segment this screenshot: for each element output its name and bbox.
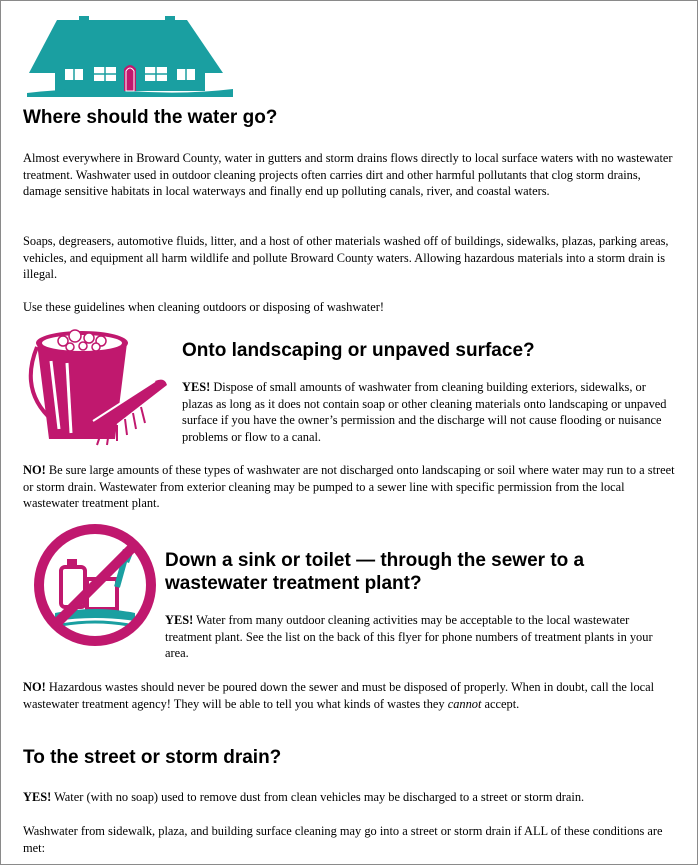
- no-label: NO!: [23, 463, 46, 477]
- street-yes-paragraph: [23, 789, 678, 806]
- sewer-no-text-end: accept.: [481, 696, 520, 711]
- landscaping-yes-text: Dispose of small amounts of washwater from cleaning building exteriors, sidewalks, or plazas as long as it does not contain soap or other cleaning materials onto landscaping or unpaved surface if you have the owner’s permission and the discharge will not cause flooding or nuisance problems or flow to a canal.: [182, 380, 667, 444]
- landscaping-yes-paragraph: [182, 379, 672, 445]
- landscaping-no-text: Be sure large amounts of these types of washwater are not discharged onto landscaping or soil where water may run to a street or storm drain. Wastewater from exterior cleaning may be pumped to a sewer line with specific permission from the local wastewater treatment plant.: [23, 463, 675, 510]
- section-heading-where: Where should the water go?: [23, 107, 278, 128]
- guidelines-paragraph: Use these guidelines when cleaning outdoors or disposing of washwater!: [23, 300, 384, 314]
- sewer-no-paragraph: [23, 679, 678, 712]
- cannot-emphasis: cannot: [447, 696, 482, 711]
- materials-paragraph: Soaps, degreasers, automotive fluids, litter, and a host of other materials washed off of buildings, sidewalks, plazas, parking areas, vehicles, and equipment all harm wildlife and pollute Broward County waters. Allowing hazardous materials into a storm drain is illegal.: [23, 234, 669, 281]
- house-icon: [27, 15, 233, 97]
- intro-paragraph: Almost everywhere in Broward County, water in gutters and storm drains flows directly to local surface waters with no wastewater treatment. Washwater used in outdoor cleaning projects often carries dirt and other harmful pollutants that clog storm drains, damage sensitive habitats in local waterways and finally end up polluting canals, river, and coastal waters.: [23, 151, 673, 198]
- sewer-yes-paragraph: [165, 612, 670, 662]
- sewer-no-text: Hazardous wastes should never be poured down the sewer and must be disposed of properly. When in doubt, call the local wastewater treatment agency! They will be able to tell you what kinds of wastes they: [23, 680, 655, 711]
- landscaping-no-paragraph: [23, 462, 678, 512]
- no-label: NO!: [23, 680, 46, 694]
- bucket-brush-icon: [23, 321, 169, 453]
- sewer-yes-text: Water from many outdoor cleaning activities may be acceptable to the local wastewater treatment plant. See the list on the back of this flyer for phone numbers of treatment plants in your area.: [165, 613, 653, 660]
- no-chemicals-icon: [31, 521, 159, 649]
- yes-label: YES!: [182, 380, 211, 394]
- yes-label: YES!: [23, 790, 52, 804]
- section-heading-street: To the street or storm drain?: [23, 747, 282, 768]
- section-heading-sewer: [165, 549, 675, 595]
- sewer-heading-line-2: wastewater treatment plant?: [165, 573, 422, 594]
- section-heading-landscaping: Onto landscaping or unpaved surface?: [182, 340, 535, 361]
- yes-label: YES!: [165, 613, 194, 627]
- street-yes-text: Water (with no soap) used to remove dust from clean vehicles may be discharged to a street or storm drain.: [51, 790, 585, 804]
- sewer-heading-line-1: Down a sink or toilet — through the sewer to a: [165, 550, 585, 571]
- street-conditions-paragraph: Washwater from sidewalk, plaza, and building surface cleaning may go into a street or storm drain if ALL of these conditions are met:: [23, 824, 663, 855]
